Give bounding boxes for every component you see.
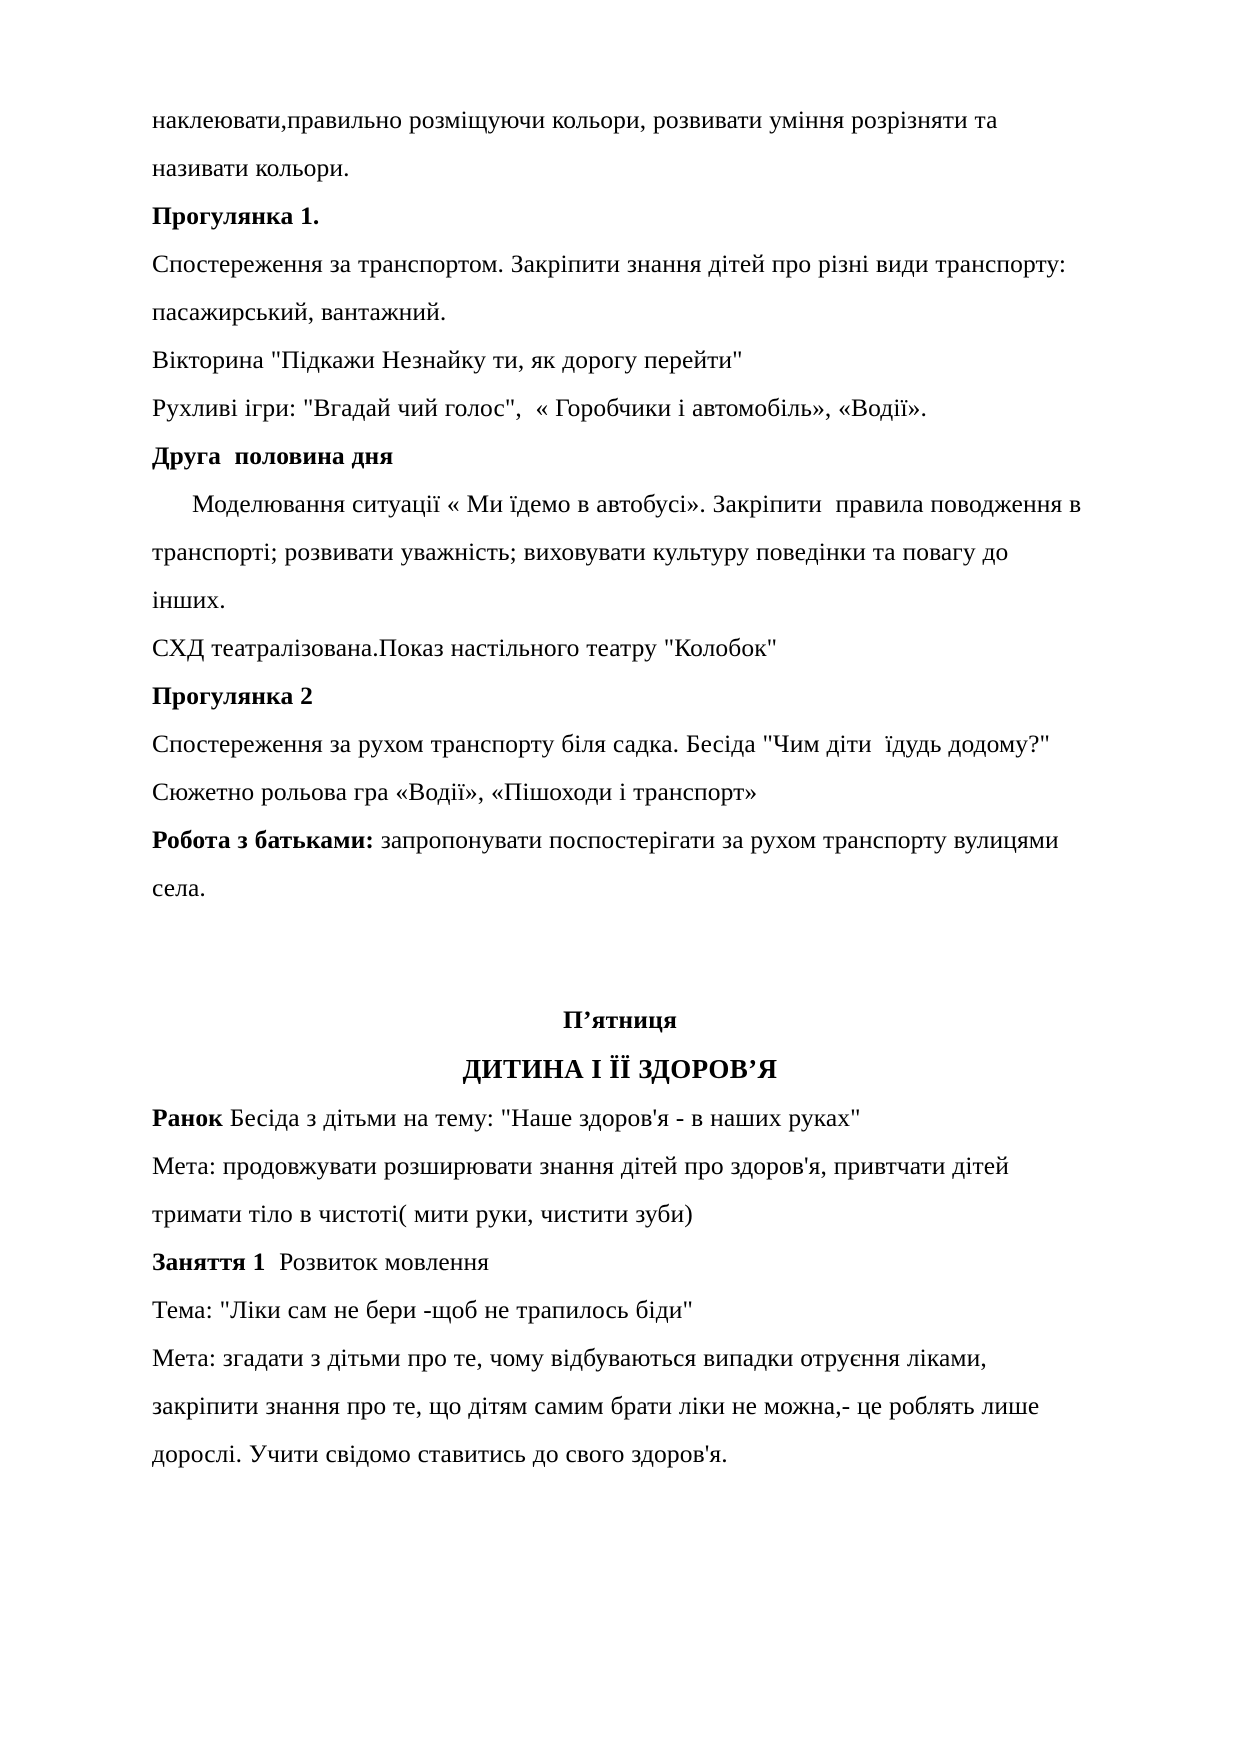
paragraph-modelyuvannya: Моделювання ситуації « Ми їдемо в автобусі». Закріпити правила поводження в транспорті; розвивати уважність; виховувати культуру поведінки та повагу до інших. [152,489,1088,614]
ranok-text: Бесіда з дітьми на тему: "Наше здоров'я - в наших руках" [222,1103,861,1132]
paragraph-meta-1: Мета: продовжувати розширювати знання дітей про здоров'я, привтчати дітей тримати тіло в чистоті( мити руки, чистити зуби) [152,1151,1016,1228]
paragraph-sposterezhennya-ruh: Спостереження за рухом транспорту біля садка. Бесіда "Чим діти їдудь додому?" [152,729,1051,758]
paragraph-ranok [152,1094,1088,1142]
heading-progulyanka-1: Прогулянка 1. [152,201,320,230]
paragraph-ruhlyvi-igry: Рухливі ігри: "Вгадай чий голос", « Горобчики і автомобіль», «Водії». [152,393,928,422]
paragraph-syuzhetno-rolova-gra: Сюжетно рольова гра «Водії», «Пішоходи і транспорт» [152,777,758,806]
zanyattya-1-label: Заняття 1 [152,1247,266,1276]
paragraph-sposterezhennya-transport: Спостереження за транспортом. Закріпити знання дітей про різні види транспорту: пасажирський, вантажний. [152,249,1073,326]
paragraph-zanyattya-1 [152,1238,1088,1286]
heading-druga-polovyna-dnya: Друга половина дня [152,441,394,470]
section-gap [152,912,1088,996]
heading-progulyanka-2: Прогулянка 2 [152,681,313,710]
day-title-pyatnytsya: П’ятниця [562,1005,678,1034]
paragraph-meta-2: Мета: згадати з дітьми про те, чому відбуваються випадки отруєння ліками, закріпити знання про те, що дітям самим брати ліки не можна,- це роблять лише дорослі. Учити свідомо ставитись до свого здоров'я. [152,1343,1047,1468]
ranok-label: Ранок [152,1103,223,1132]
paragraph-tema: Тема: "Ліки сам не бери -щоб не трапилось біди" [152,1295,694,1324]
document-body [152,96,1088,1478]
section-title-dytyna-i-yiyi-zdorovya: ДИТИНА І ЇЇ ЗДОРОВ’Я [462,1054,778,1084]
robota-z-batkamy-label: Робота з батьками: [152,825,374,854]
paragraph-robota-z-batkamy [152,816,1088,912]
paragraph-shd-teatralizovana: СХД театралізована.Показ настільного театру "Колобок" [152,633,778,662]
robota-z-batkamy-text: запропонувати поспостерігати за рухом транспорту вулицями села. [152,825,1073,902]
paragraph-viktoryna: Вікторина "Підкажи Незнайку ти, як дорогу перейти" [152,345,743,374]
paragraph-intro: наклеювати,правильно розміщуючи кольори, розвивати уміння розрізняти та називати кольори. [152,105,1005,182]
zanyattya-1-text: Розвиток мовлення [265,1247,490,1276]
